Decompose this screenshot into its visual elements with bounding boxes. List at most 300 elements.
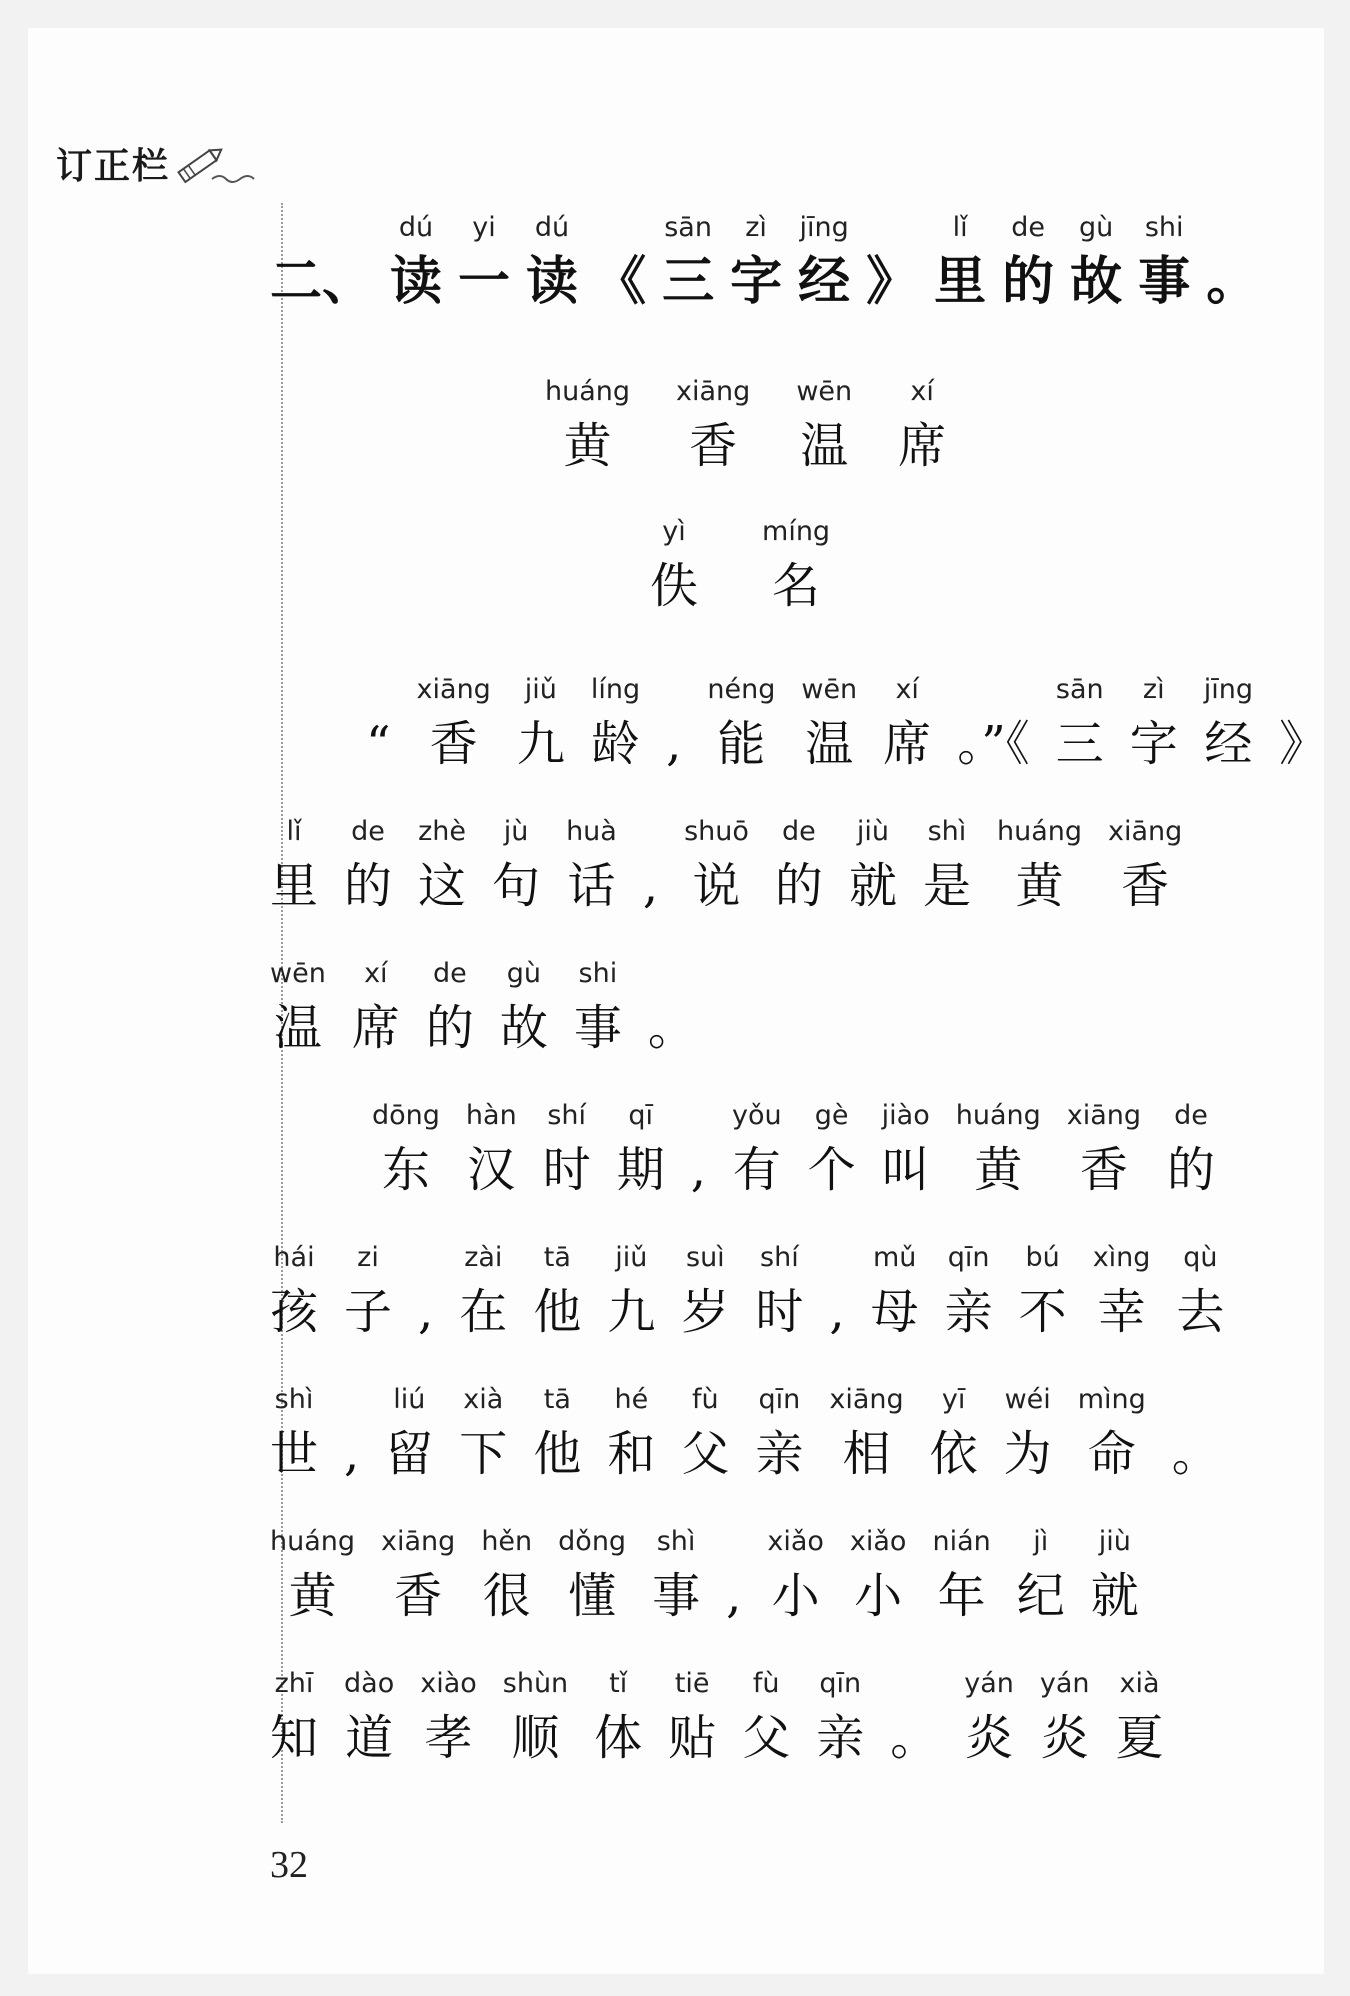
ruby-char bbox=[726, 1522, 741, 1630]
pinyin: gù bbox=[506, 958, 541, 989]
hanzi: 母 bbox=[870, 1284, 919, 1340]
ruby-char bbox=[648, 954, 696, 1062]
ruby-char bbox=[591, 670, 640, 778]
ruby-char bbox=[775, 812, 823, 920]
pinyin: shí bbox=[547, 1100, 587, 1131]
pinyin: yán bbox=[964, 1668, 1014, 1699]
hanzi: 为 bbox=[1003, 1426, 1052, 1482]
ruby-char bbox=[1091, 1522, 1139, 1630]
pinyin: de bbox=[1174, 1100, 1208, 1131]
pinyin: fù bbox=[752, 1668, 780, 1699]
pinyin: gè bbox=[814, 1100, 849, 1131]
hanzi: 依 bbox=[929, 1426, 978, 1482]
ruby-char bbox=[829, 1380, 903, 1488]
hanzi: , bbox=[344, 1426, 360, 1482]
pinyin: gù bbox=[1079, 212, 1114, 243]
hanzi: 时 bbox=[542, 1142, 591, 1198]
pinyin: xiǎo bbox=[849, 1526, 907, 1557]
page-number: 32 bbox=[270, 1844, 308, 1886]
ruby-char bbox=[459, 1238, 507, 1346]
ruby-char bbox=[662, 208, 714, 316]
pinyin: hěn bbox=[481, 1526, 533, 1557]
correction-label: 订正栏 bbox=[56, 146, 171, 187]
ruby-char bbox=[344, 1238, 392, 1346]
hanzi: 。”《 bbox=[957, 716, 1030, 772]
ruby-char bbox=[270, 1522, 355, 1630]
hanzi: 经 bbox=[798, 252, 851, 312]
hanzi: 炎 bbox=[965, 1710, 1014, 1766]
ruby-char bbox=[930, 1380, 978, 1488]
ruby-char bbox=[882, 1096, 930, 1204]
ruby-char bbox=[1167, 1096, 1215, 1204]
hanzi: 席 bbox=[898, 418, 947, 474]
hanzi: 事 bbox=[573, 1000, 622, 1056]
hanzi: 体 bbox=[594, 1710, 643, 1766]
ruby-char bbox=[503, 1664, 568, 1772]
ruby-char bbox=[643, 812, 658, 920]
hanzi: 黄 bbox=[288, 1568, 337, 1624]
hanzi: 不 bbox=[1018, 1284, 1067, 1340]
para2-line3 bbox=[270, 1380, 1220, 1488]
ruby-char bbox=[681, 1238, 729, 1346]
ruby-char bbox=[1040, 1664, 1090, 1772]
pinyin: qīn bbox=[947, 1242, 990, 1273]
hanzi: 夏 bbox=[1115, 1710, 1164, 1766]
hanzi: 幸 bbox=[1097, 1284, 1146, 1340]
ruby-char bbox=[684, 812, 749, 920]
hanzi: 父 bbox=[681, 1426, 730, 1482]
hanzi: 事 bbox=[1138, 252, 1191, 312]
pinyin: shì bbox=[927, 816, 967, 847]
ruby-char bbox=[849, 812, 897, 920]
pinyin: xiāng bbox=[416, 674, 491, 705]
ruby-char bbox=[418, 1238, 433, 1346]
ruby-char bbox=[574, 954, 622, 1062]
ruby-char bbox=[1019, 1238, 1067, 1346]
pinyin: jiǔ bbox=[615, 1242, 648, 1273]
ruby-char bbox=[945, 1238, 993, 1346]
ruby-char bbox=[850, 1522, 907, 1630]
pinyin: wēn bbox=[801, 674, 858, 705]
pinyin: huáng bbox=[270, 1526, 356, 1557]
para1-line1 bbox=[366, 670, 1327, 778]
ruby-char bbox=[466, 1096, 517, 1204]
hanzi: 是 bbox=[922, 858, 971, 914]
pinyin: jiào bbox=[881, 1100, 930, 1131]
ruby-char bbox=[997, 812, 1082, 920]
hanzi: 香 bbox=[1079, 1142, 1128, 1198]
pinyin: zhī bbox=[274, 1668, 314, 1699]
ruby-char bbox=[607, 1238, 655, 1346]
ruby-char bbox=[691, 1096, 706, 1204]
ruby-char bbox=[385, 1380, 433, 1488]
ruby-char bbox=[390, 208, 442, 316]
ruby-char bbox=[344, 1380, 359, 1488]
hanzi: 字 bbox=[1129, 716, 1178, 772]
ruby-char bbox=[652, 1522, 700, 1630]
author bbox=[650, 512, 830, 620]
hanzi: 《 bbox=[594, 252, 647, 312]
ruby-char bbox=[1172, 1380, 1220, 1488]
hanzi: 》 bbox=[1279, 716, 1328, 772]
ruby-char bbox=[617, 1096, 665, 1204]
ruby-char bbox=[1067, 1096, 1141, 1204]
ruby-char bbox=[808, 1096, 856, 1204]
hanzi: 》 bbox=[866, 252, 919, 312]
ruby-char bbox=[426, 954, 474, 1062]
pinyin: qīn bbox=[758, 1384, 801, 1415]
hanzi: 下 bbox=[459, 1426, 508, 1482]
ruby-char bbox=[707, 670, 775, 778]
pinyin: tā bbox=[543, 1242, 571, 1273]
hanzi: 亲 bbox=[816, 1710, 865, 1766]
pinyin: yī bbox=[941, 1384, 966, 1415]
hanzi: 三 bbox=[662, 252, 715, 312]
ruby-char bbox=[594, 208, 646, 316]
ruby-char bbox=[344, 1664, 394, 1772]
ruby-char bbox=[898, 372, 946, 480]
ruby-char bbox=[1138, 208, 1190, 316]
story-title bbox=[545, 372, 946, 480]
pinyin: lǐ bbox=[952, 212, 968, 243]
hanzi: 故 bbox=[1070, 252, 1123, 312]
hanzi: 就 bbox=[1090, 1568, 1139, 1624]
ruby-char bbox=[798, 208, 850, 316]
pinyin: líng bbox=[590, 674, 641, 705]
ruby-char bbox=[1206, 208, 1258, 316]
pinyin: qīn bbox=[819, 1668, 862, 1699]
pinyin: xí bbox=[910, 376, 934, 407]
ruby-char bbox=[381, 1522, 455, 1630]
ruby-char bbox=[1204, 670, 1253, 778]
hanzi: , bbox=[642, 858, 659, 914]
hanzi: 时 bbox=[755, 1284, 804, 1340]
ruby-char bbox=[742, 1664, 790, 1772]
para2-line2 bbox=[270, 1238, 1224, 1346]
hanzi: 有 bbox=[732, 1142, 781, 1198]
pinyin: wéi bbox=[1004, 1384, 1051, 1415]
ruby-char bbox=[883, 670, 931, 778]
pinyin: sān bbox=[1055, 674, 1104, 705]
hanzi: 能 bbox=[717, 716, 766, 772]
pinyin: qī bbox=[628, 1100, 654, 1131]
hanzi: , bbox=[418, 1284, 434, 1340]
hanzi: 黄 bbox=[974, 1142, 1023, 1198]
hanzi: 炎 bbox=[1040, 1710, 1089, 1766]
ruby-char bbox=[923, 812, 971, 920]
hanzi: 字 bbox=[730, 252, 783, 312]
pinyin: wēn bbox=[270, 958, 326, 989]
pinyin: jù bbox=[503, 816, 529, 847]
pinyin: mìng bbox=[1077, 1384, 1146, 1415]
pinyin: xiāng bbox=[676, 376, 751, 407]
hanzi: 香 bbox=[429, 716, 478, 772]
ruby-char bbox=[762, 512, 830, 620]
hanzi: 孝 bbox=[424, 1710, 473, 1766]
pinyin: sān bbox=[664, 212, 712, 243]
pinyin: xià bbox=[463, 1384, 504, 1415]
ruby-char bbox=[957, 670, 1030, 778]
ruby-char bbox=[866, 208, 918, 316]
hanzi: 小 bbox=[771, 1568, 820, 1624]
ruby-char bbox=[566, 812, 617, 920]
hanzi: “ bbox=[366, 716, 391, 772]
hanzi: 的 bbox=[1002, 252, 1055, 312]
correction-column-header bbox=[56, 138, 262, 189]
hanzi: 命 bbox=[1087, 1426, 1136, 1482]
ruby-char bbox=[418, 812, 466, 920]
ruby-char bbox=[545, 372, 630, 480]
hanzi: 顺 bbox=[511, 1710, 560, 1766]
pinyin: dú bbox=[398, 212, 434, 243]
pinyin: xìng bbox=[1092, 1242, 1151, 1273]
hanzi: 名 bbox=[772, 558, 821, 614]
hanzi: 亲 bbox=[755, 1426, 804, 1482]
pinyin: xiào bbox=[420, 1668, 477, 1699]
ruby-char bbox=[755, 1238, 803, 1346]
ruby-char bbox=[270, 954, 326, 1062]
hanzi: 父 bbox=[742, 1710, 791, 1766]
pinyin: de bbox=[351, 816, 385, 847]
ruby-char bbox=[1070, 208, 1122, 316]
pinyin: zhè bbox=[418, 816, 466, 847]
hanzi: , bbox=[666, 716, 682, 772]
pinyin: xiāng bbox=[381, 1526, 456, 1557]
hanzi: , bbox=[726, 1568, 742, 1624]
ruby-char bbox=[420, 1664, 477, 1772]
pinyin: lǐ bbox=[286, 816, 302, 847]
pinyin: yǒu bbox=[732, 1100, 782, 1131]
hanzi: 佚 bbox=[650, 558, 699, 614]
ruby-char bbox=[732, 1096, 782, 1204]
hanzi: 的 bbox=[1167, 1142, 1216, 1198]
hanzi: 知 bbox=[270, 1710, 319, 1766]
ruby-char bbox=[1116, 1664, 1164, 1772]
ruby-char bbox=[816, 1664, 864, 1772]
hanzi: 读 bbox=[390, 252, 443, 312]
pinyin: liú bbox=[393, 1384, 426, 1415]
hanzi: 香 bbox=[394, 1568, 443, 1624]
hanzi: 在 bbox=[459, 1284, 508, 1340]
ruby-char bbox=[372, 1096, 440, 1204]
pinyin: huáng bbox=[955, 1100, 1041, 1131]
hanzi: 黄 bbox=[563, 418, 612, 474]
hanzi: 温 bbox=[800, 418, 849, 474]
ruby-char bbox=[1017, 1522, 1065, 1630]
hanzi: 故 bbox=[499, 1000, 548, 1056]
hanzi: 经 bbox=[1204, 716, 1253, 772]
pinyin: hái bbox=[273, 1242, 315, 1273]
ruby-char bbox=[607, 1380, 655, 1488]
para2-line4 bbox=[270, 1522, 1139, 1630]
hanzi: 年 bbox=[937, 1568, 986, 1624]
ruby-char bbox=[1093, 1238, 1151, 1346]
hanzi: 九 bbox=[516, 716, 565, 772]
ruby-char bbox=[1130, 670, 1178, 778]
ruby-char bbox=[668, 1664, 716, 1772]
pinyin: tā bbox=[543, 1384, 571, 1415]
ruby-char bbox=[543, 1096, 591, 1204]
hanzi: 亲 bbox=[944, 1284, 993, 1340]
pinyin: jīng bbox=[1203, 674, 1254, 705]
hanzi: 里 bbox=[934, 252, 987, 312]
pinyin: jīng bbox=[799, 212, 849, 243]
pinyin: huà bbox=[566, 816, 617, 847]
ruby-char bbox=[1056, 670, 1104, 778]
pinyin: hàn bbox=[465, 1100, 517, 1131]
pinyin: nián bbox=[932, 1526, 991, 1557]
ruby-char bbox=[533, 1380, 581, 1488]
hanzi: 叫 bbox=[881, 1142, 930, 1198]
hanzi: 留 bbox=[385, 1426, 434, 1482]
hanzi: 话 bbox=[567, 858, 616, 914]
hanzi: 龄 bbox=[591, 716, 640, 772]
ruby-char bbox=[459, 1380, 507, 1488]
ruby-char bbox=[458, 208, 510, 316]
hanzi: 岁 bbox=[681, 1284, 730, 1340]
ruby-char bbox=[796, 372, 852, 480]
ruby-char bbox=[650, 512, 698, 620]
pinyin: shì bbox=[274, 1384, 314, 1415]
pencil-icon bbox=[172, 139, 262, 189]
hanzi: 孩 bbox=[270, 1284, 319, 1340]
ruby-char bbox=[1108, 812, 1182, 920]
para1-line2 bbox=[270, 812, 1182, 920]
pinyin: yi bbox=[472, 212, 496, 243]
ruby-char bbox=[492, 812, 540, 920]
pinyin: fù bbox=[692, 1384, 719, 1415]
ruby-char bbox=[932, 1522, 990, 1630]
pinyin: shùn bbox=[502, 1668, 569, 1699]
ruby-char bbox=[1002, 208, 1054, 316]
hanzi: 懂 bbox=[568, 1568, 617, 1624]
hanzi: 他 bbox=[533, 1284, 582, 1340]
pinyin: néng bbox=[707, 674, 776, 705]
pinyin: jiǔ bbox=[524, 674, 557, 705]
pinyin: zì bbox=[1142, 674, 1165, 705]
pinyin: yán bbox=[1039, 1668, 1090, 1699]
hanzi: 去 bbox=[1176, 1284, 1225, 1340]
pinyin: xiāng bbox=[829, 1384, 904, 1415]
ruby-char bbox=[964, 1664, 1014, 1772]
hanzi: 的 bbox=[774, 858, 823, 914]
ruby-char bbox=[890, 1664, 938, 1772]
pinyin: xià bbox=[1119, 1668, 1160, 1699]
pinyin: hé bbox=[614, 1384, 649, 1415]
ruby-char bbox=[533, 1238, 581, 1346]
hanzi: 期 bbox=[616, 1142, 665, 1198]
hanzi: 。 bbox=[1171, 1426, 1220, 1482]
ruby-char bbox=[270, 1664, 318, 1772]
pinyin: zài bbox=[464, 1242, 503, 1273]
hanzi: 句 bbox=[492, 858, 541, 914]
pinyin: dōng bbox=[372, 1100, 440, 1131]
pinyin: tǐ bbox=[609, 1668, 628, 1699]
ruby-char bbox=[666, 670, 681, 778]
workbook-page bbox=[28, 28, 1328, 1974]
ruby-char bbox=[676, 372, 750, 480]
ruby-char bbox=[270, 208, 374, 316]
ruby-char bbox=[526, 208, 578, 316]
ruby-char bbox=[1004, 1380, 1052, 1488]
pinyin: wēn bbox=[796, 376, 853, 407]
ruby-char bbox=[594, 1664, 642, 1772]
hanzi: 和 bbox=[607, 1426, 656, 1482]
para2-line1 bbox=[372, 1096, 1215, 1204]
hanzi: 。 bbox=[890, 1710, 939, 1766]
hanzi: 读 bbox=[526, 252, 579, 312]
pinyin: shí bbox=[760, 1242, 799, 1273]
ruby-char bbox=[681, 1380, 729, 1488]
hanzi: 贴 bbox=[668, 1710, 717, 1766]
ruby-char bbox=[956, 1096, 1041, 1204]
pinyin: de bbox=[1011, 212, 1046, 243]
hanzi: 温 bbox=[273, 1000, 322, 1056]
heading bbox=[270, 208, 1258, 316]
pinyin: suì bbox=[686, 1242, 725, 1273]
pinyin: jiù bbox=[1098, 1526, 1131, 1557]
hanzi: 世 bbox=[270, 1426, 319, 1482]
ruby-char bbox=[481, 1522, 532, 1630]
ruby-char bbox=[270, 1380, 318, 1488]
ruby-char bbox=[829, 1238, 844, 1346]
pinyin: huáng bbox=[996, 816, 1082, 847]
pinyin: zi bbox=[357, 1242, 379, 1273]
pinyin: mǔ bbox=[872, 1242, 917, 1273]
ruby-char bbox=[767, 1522, 824, 1630]
hanzi: 个 bbox=[807, 1142, 856, 1198]
pinyin: dú bbox=[534, 212, 570, 243]
hanzi: 席 bbox=[883, 716, 932, 772]
hanzi: 香 bbox=[1121, 858, 1170, 914]
ruby-char bbox=[755, 1380, 803, 1488]
hanzi: 相 bbox=[842, 1426, 891, 1482]
hanzi: 三 bbox=[1055, 716, 1104, 772]
pinyin: zì bbox=[745, 212, 767, 243]
hanzi: 汉 bbox=[467, 1142, 516, 1198]
pinyin: míng bbox=[762, 516, 831, 547]
hanzi: 说 bbox=[692, 858, 741, 914]
ruby-char bbox=[871, 1238, 919, 1346]
hanzi: 事 bbox=[652, 1568, 701, 1624]
ruby-char bbox=[417, 670, 491, 778]
pinyin: shì bbox=[656, 1526, 696, 1557]
ruby-char bbox=[270, 1238, 318, 1346]
hanzi: 温 bbox=[805, 716, 854, 772]
pinyin: xí bbox=[895, 674, 919, 705]
ruby-char bbox=[1279, 670, 1327, 778]
hanzi: 东 bbox=[381, 1142, 430, 1198]
hanzi: 纪 bbox=[1016, 1568, 1065, 1624]
ruby-char bbox=[270, 812, 318, 920]
ruby-char bbox=[366, 670, 391, 778]
pinyin: bú bbox=[1025, 1242, 1060, 1273]
ruby-char bbox=[344, 812, 392, 920]
hanzi: 的 bbox=[344, 858, 393, 914]
ruby-char bbox=[500, 954, 548, 1062]
hanzi: 很 bbox=[482, 1568, 531, 1624]
hanzi: 黄 bbox=[1015, 858, 1064, 914]
ruby-char bbox=[558, 1522, 626, 1630]
ruby-char bbox=[352, 954, 400, 1062]
pinyin: xiāng bbox=[1108, 816, 1183, 847]
hanzi: 的 bbox=[425, 1000, 474, 1056]
pinyin: yì bbox=[662, 516, 686, 547]
hanzi: , bbox=[829, 1284, 845, 1340]
pinyin: dǒng bbox=[558, 1526, 627, 1557]
hanzi: 二、 bbox=[270, 252, 375, 312]
hanzi: 里 bbox=[270, 858, 319, 914]
